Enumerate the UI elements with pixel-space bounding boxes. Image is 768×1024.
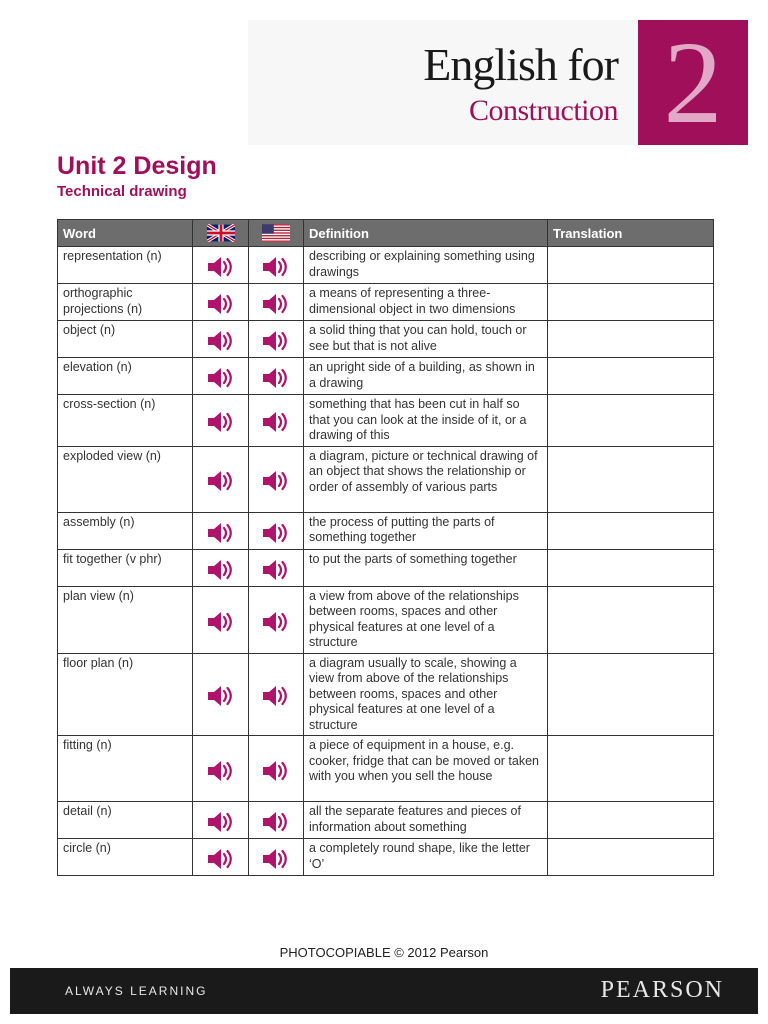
book-subtitle: Construction xyxy=(469,94,618,127)
table-row xyxy=(58,395,714,447)
translation-cell[interactable] xyxy=(548,586,714,653)
uk-audio-button[interactable] xyxy=(193,247,249,284)
speaker-icon xyxy=(261,291,291,317)
speaker-icon xyxy=(206,758,236,784)
speaker-icon xyxy=(261,365,291,391)
table-row xyxy=(58,802,714,839)
definition-cell: a completely round shape, like the letter ‘O’ xyxy=(304,839,548,876)
translation-cell[interactable] xyxy=(548,839,714,876)
word-cell: cross-section (n) xyxy=(58,395,193,447)
translation-cell[interactable] xyxy=(548,512,714,549)
table-row xyxy=(58,839,714,876)
translation-cell[interactable] xyxy=(548,802,714,839)
us-audio-button[interactable] xyxy=(249,512,304,549)
table-row xyxy=(58,653,714,736)
speaker-icon xyxy=(261,328,291,354)
speaker-icon xyxy=(206,365,236,391)
table-row xyxy=(58,549,714,586)
uk-audio-button[interactable] xyxy=(193,549,249,586)
uk-audio-button[interactable] xyxy=(193,802,249,839)
us-audio-button[interactable] xyxy=(249,802,304,839)
uk-audio-button[interactable] xyxy=(193,839,249,876)
speaker-icon xyxy=(261,683,291,709)
definition-cell: describing or explaining something using drawings xyxy=(304,247,548,284)
translation-cell[interactable] xyxy=(548,446,714,512)
speaker-icon xyxy=(261,609,291,635)
word-cell: fitting (n) xyxy=(58,736,193,802)
definition-cell: a solid thing that you can hold, touch or see but that is not alive xyxy=(304,321,548,358)
speaker-icon xyxy=(261,254,291,280)
table-row xyxy=(58,358,714,395)
translation-cell[interactable] xyxy=(548,653,714,736)
translation-cell[interactable] xyxy=(548,549,714,586)
us-audio-button[interactable] xyxy=(249,736,304,802)
translation-cell[interactable] xyxy=(548,321,714,358)
us-audio-button[interactable] xyxy=(249,446,304,512)
uk-audio-button[interactable] xyxy=(193,586,249,653)
table-row xyxy=(58,284,714,321)
definition-cell: a diagram usually to scale, showing a view from above of the relationships between rooms, spaces and other physical features at one level of a structure xyxy=(304,653,548,736)
book-title: English for xyxy=(423,39,618,90)
column-header-translation: Translation xyxy=(548,220,714,247)
word-cell: assembly (n) xyxy=(58,512,193,549)
speaker-icon xyxy=(206,557,236,583)
word-cell: elevation (n) xyxy=(58,358,193,395)
speaker-icon xyxy=(206,683,236,709)
level-badge: 2 xyxy=(638,20,748,145)
speaker-icon xyxy=(261,409,291,435)
us-audio-button[interactable] xyxy=(249,358,304,395)
word-cell: object (n) xyxy=(58,321,193,358)
word-cell: circle (n) xyxy=(58,839,193,876)
us-audio-button[interactable] xyxy=(249,549,304,586)
us-audio-button[interactable] xyxy=(249,839,304,876)
uk-audio-button[interactable] xyxy=(193,321,249,358)
column-header-us xyxy=(249,220,304,247)
us-audio-button[interactable] xyxy=(249,586,304,653)
translation-cell[interactable] xyxy=(548,395,714,447)
vocabulary-table xyxy=(57,219,714,876)
uk-audio-button[interactable] xyxy=(193,446,249,512)
us-flag-icon xyxy=(262,224,290,242)
speaker-icon xyxy=(261,846,291,872)
uk-audio-button[interactable] xyxy=(193,512,249,549)
uk-flag-icon xyxy=(207,224,235,242)
copyright-note: PHOTOCOPIABLE © 2012 Pearson xyxy=(279,945,489,960)
us-audio-button[interactable] xyxy=(249,284,304,321)
column-header-definition: Definition xyxy=(304,220,548,247)
table-row xyxy=(58,586,714,653)
speaker-icon xyxy=(206,520,236,546)
translation-cell[interactable] xyxy=(548,358,714,395)
word-cell: fit together (v phr) xyxy=(58,549,193,586)
speaker-icon xyxy=(261,468,291,494)
column-header-word: Word xyxy=(58,220,193,247)
definition-cell: the process of putting the parts of something together xyxy=(304,512,548,549)
word-cell: exploded view (n) xyxy=(58,446,193,512)
word-cell: representation (n) xyxy=(58,247,193,284)
table-row xyxy=(58,446,714,512)
definition-cell: a view from above of the relationships between rooms, spaces and other physical features at one level of a structure xyxy=(304,586,548,653)
table-header-row xyxy=(58,220,714,247)
word-cell: detail (n) xyxy=(58,802,193,839)
uk-audio-button[interactable] xyxy=(193,736,249,802)
uk-audio-button[interactable] xyxy=(193,284,249,321)
definition-cell: something that has been cut in half so that you can look at the inside of it, or a drawing of this xyxy=(304,395,548,447)
definition-cell: all the separate features and pieces of information about something xyxy=(304,802,548,839)
us-audio-button[interactable] xyxy=(249,653,304,736)
uk-audio-button[interactable] xyxy=(193,358,249,395)
translation-cell[interactable] xyxy=(548,736,714,802)
footer-bar xyxy=(10,968,758,1014)
speaker-icon xyxy=(261,758,291,784)
speaker-icon xyxy=(206,328,236,354)
uk-audio-button[interactable] xyxy=(193,395,249,447)
speaker-icon xyxy=(206,409,236,435)
table-row xyxy=(58,512,714,549)
table-row xyxy=(58,321,714,358)
translation-cell[interactable] xyxy=(548,247,714,284)
unit-subtitle: Technical drawing xyxy=(57,183,187,200)
speaker-icon xyxy=(261,809,291,835)
footer-tagline: ALWAYS LEARNING xyxy=(65,984,208,998)
unit-title: Unit 2 Design xyxy=(57,152,217,180)
us-audio-button[interactable] xyxy=(249,321,304,358)
speaker-icon xyxy=(206,809,236,835)
word-cell: floor plan (n) xyxy=(58,653,193,736)
speaker-icon xyxy=(206,846,236,872)
column-header-uk xyxy=(193,220,249,247)
definition-cell: a diagram, picture or technical drawing of an object that shows the relationship or order of assembly of various parts xyxy=(304,446,548,512)
word-cell: orthographic projections (n) xyxy=(58,284,193,321)
speaker-icon xyxy=(206,609,236,635)
speaker-icon xyxy=(261,557,291,583)
definition-cell: a means of representing a three-dimensional object in two dimensions xyxy=(304,284,548,321)
table-row xyxy=(58,736,714,802)
speaker-icon xyxy=(206,254,236,280)
speaker-icon xyxy=(206,468,236,494)
definition-cell: to put the parts of something together xyxy=(304,549,548,586)
word-cell: plan view (n) xyxy=(58,586,193,653)
us-audio-button[interactable] xyxy=(249,247,304,284)
speaker-icon xyxy=(206,291,236,317)
definition-cell: an upright side of a building, as shown in a drawing xyxy=(304,358,548,395)
us-audio-button[interactable] xyxy=(249,395,304,447)
uk-audio-button[interactable] xyxy=(193,653,249,736)
translation-cell[interactable] xyxy=(548,284,714,321)
speaker-icon xyxy=(261,520,291,546)
definition-cell: a piece of equipment in a house, e.g. cooker, fridge that can be moved or taken with you when you sell the house xyxy=(304,736,548,802)
table-row xyxy=(58,247,714,284)
publisher-logo: PEARSON xyxy=(600,977,724,1003)
